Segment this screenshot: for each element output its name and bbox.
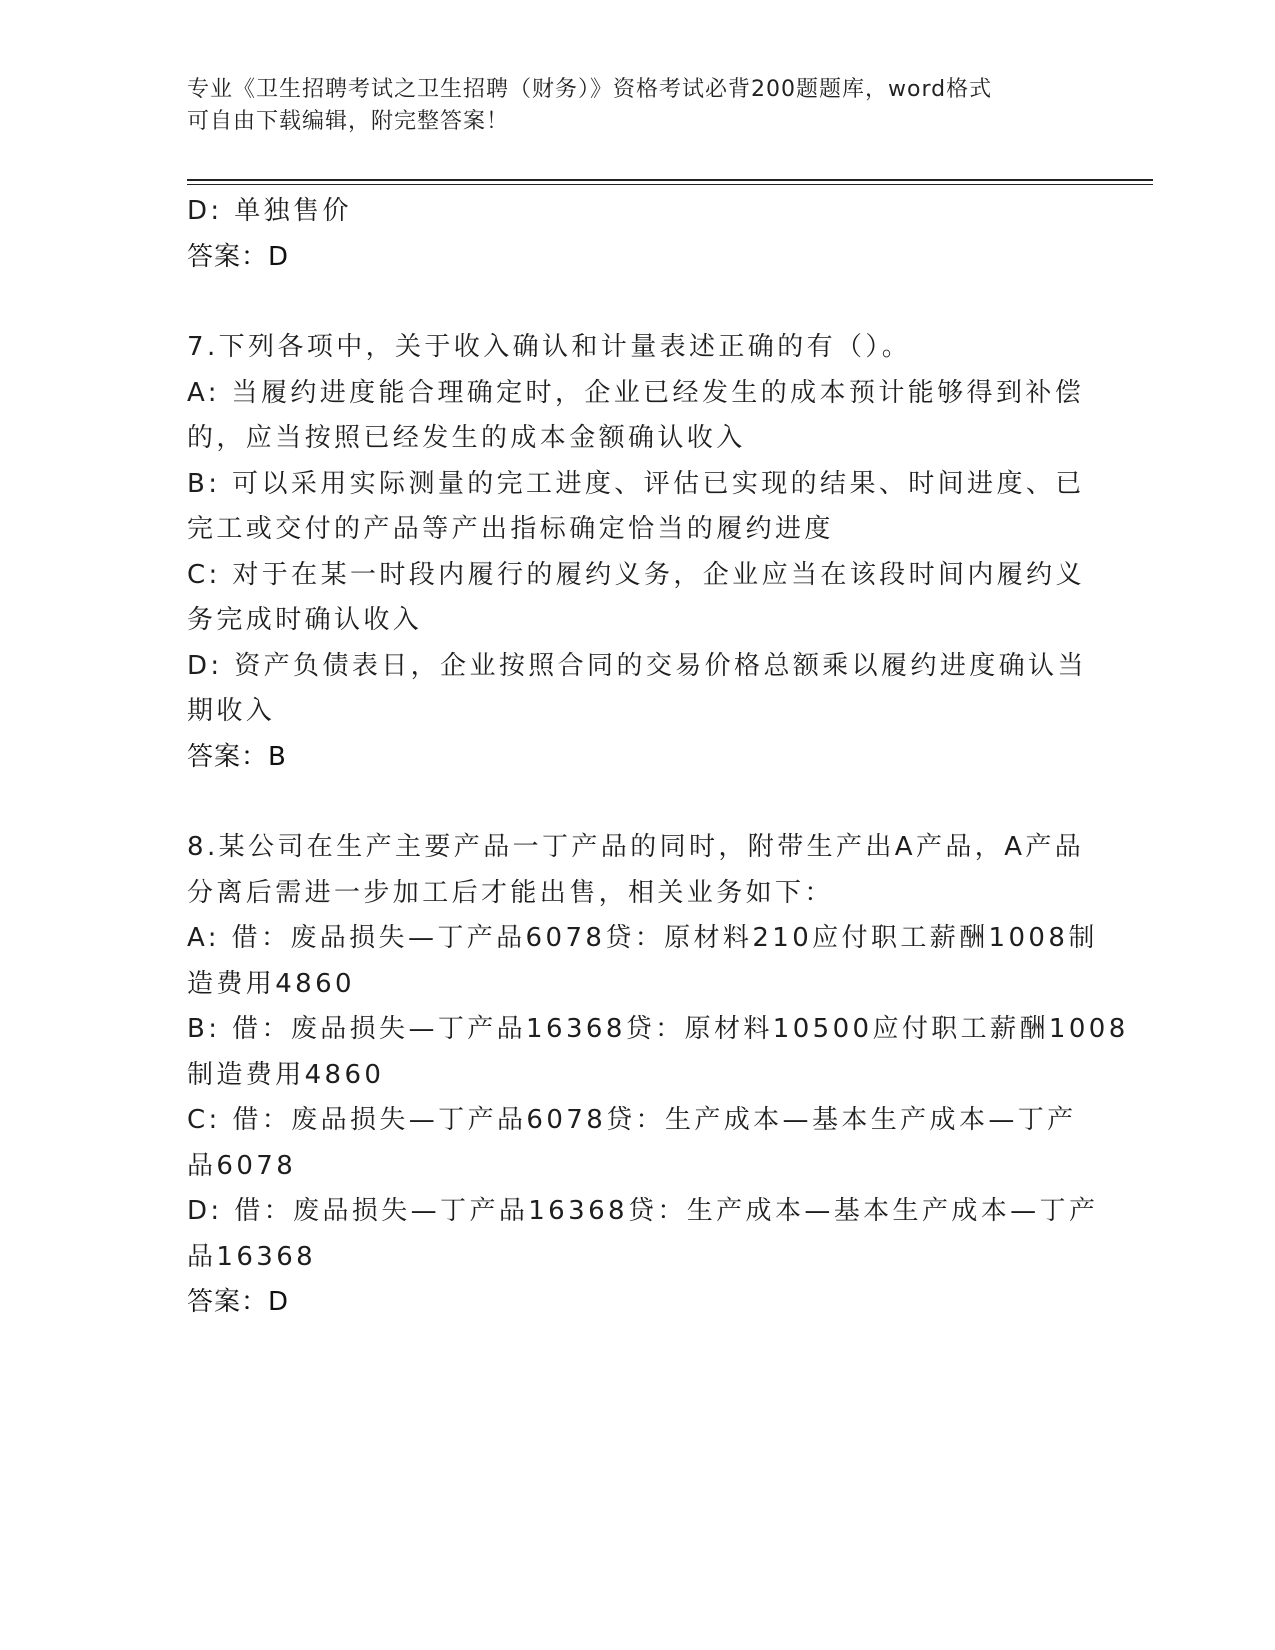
document-header xyxy=(187,74,1077,138)
option-a: A: 借：废品损失—丁产品6078贷：原材料210应付职工薪酬1008制 xyxy=(187,923,1098,953)
question-stem: 7.下列各项中，关于收入确认和计量表述正确的有（）。 xyxy=(187,332,912,362)
option-d-cont: 期收入 xyxy=(187,696,276,726)
option-a-cont: 造费用4860 xyxy=(187,968,355,999)
option-b-cont: 完工或交付的产品等产出指标确定恰当的履约进度 xyxy=(187,514,834,544)
option-c-cont: 品6078 xyxy=(187,1150,297,1181)
option-c: C: 借：废品损失—丁产品6078贷：生产成本—基本生产成本—丁产 xyxy=(187,1105,1077,1135)
option-b: B: 借：废品损失—丁产品16368贷：原材料10500应付职工薪酬1008 xyxy=(187,1014,1129,1044)
option-d: D: 借：废品损失—丁产品16368贷：生产成本—基本生产成本—丁产 xyxy=(187,1196,1099,1226)
option-b: B: 可以采用实际测量的完工进度、评估已实现的结果、时间进度、已 xyxy=(187,468,1085,499)
spacer xyxy=(187,280,1092,325)
option-a-cont: 的，应当按照已经发生的成本金额确认收入 xyxy=(187,423,746,453)
option-d: D: 单独售价 xyxy=(187,196,352,226)
option-d: D: 资产负债表日，企业按照合同的交易价格总额乘以履约进度确认当 xyxy=(187,650,1087,681)
question-stem-cont: 分离后需进一步加工后才能出售，相关业务如下： xyxy=(187,877,834,908)
option-a: A: 当履约进度能合理确定时，企业已经发生的成本预计能够得到补偿 xyxy=(187,377,1085,408)
option-c: C: 对于在某一时段内履行的履约义务，企业应当在该段时间内履约义 xyxy=(187,559,1085,590)
header-line-1: 专业《卫生招聘考试之卫生招聘（财务）》资格考试必背200题题库，word格式 xyxy=(187,77,993,102)
option-d-cont: 品16368 xyxy=(187,1241,317,1272)
header-line-2: 可自由下载编辑，附完整答案！ xyxy=(187,109,510,134)
question-stem: 8.某公司在生产主要产品一丁产品的同时，附带生产出A产品，A产品 xyxy=(187,832,1085,862)
spacer xyxy=(187,780,1092,825)
document-body xyxy=(187,189,1129,1326)
header-divider-thin xyxy=(187,184,1153,185)
previous-question-tail xyxy=(187,189,1092,280)
answer-line: 答案：D xyxy=(187,241,290,272)
question-8 xyxy=(187,825,1129,1326)
header-divider-thick xyxy=(187,179,1153,181)
option-c-cont: 务完成时确认收入 xyxy=(187,605,423,635)
answer-line: 答案：D xyxy=(187,1287,290,1317)
option-b-cont: 制造费用4860 xyxy=(187,1059,385,1090)
question-7 xyxy=(187,325,1092,780)
answer-line: 答案：B xyxy=(187,741,287,772)
